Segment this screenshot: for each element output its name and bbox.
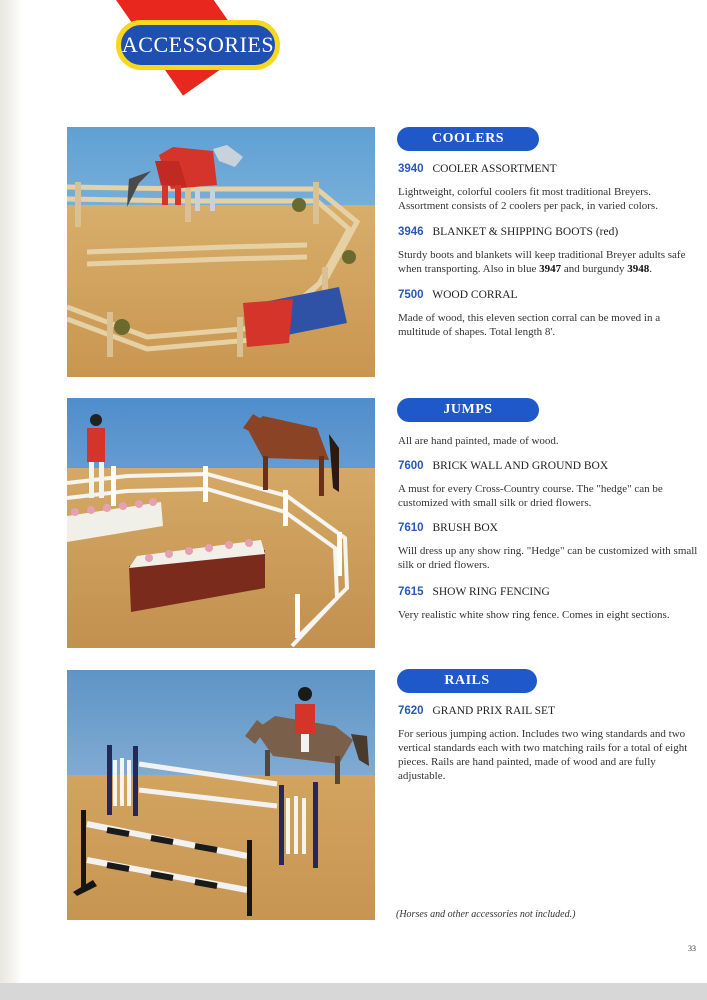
item-description: Made of wood, this eleven section corral can be moved in a multitude of shapes. Total length 8'. [398, 312, 661, 338]
item-heading [398, 163, 557, 175]
item-description: Will dress up any show ring. "Hedge" can be customized with small silk or dried flowers. [398, 545, 698, 571]
item-description: For serious jumping action. Includes two wing standards and two vertical standards each with two matching rails for a total of eight pieces. Rails are hand painted, made of wood and are fully adjustable. [398, 728, 688, 782]
item-code: 7610 [398, 522, 424, 534]
item-title: WOOD CORRAL [432, 289, 518, 301]
item-heading [398, 460, 608, 472]
scan-bottom-edge [0, 983, 707, 1000]
footnote: (Horses and other accessories not included.) [396, 909, 576, 920]
item-code: 7620 [398, 705, 424, 717]
description-text: . [649, 263, 653, 275]
item-description: Very realistic white show ring fence. Comes in eight sections. [398, 609, 670, 621]
description-text: and burgundy [561, 263, 628, 275]
item-code: 7600 [398, 460, 424, 472]
accessories-badge-label: ACCESSORIES [121, 32, 275, 57]
item-code: 3940 [398, 163, 424, 175]
item-title: SHOW RING FENCING [432, 586, 550, 598]
item-description [398, 248, 701, 276]
item-heading [398, 522, 498, 534]
jumps-intro: All are hand painted, made of wood. [398, 435, 559, 447]
item-heading [398, 289, 518, 301]
jumps-photo [67, 398, 375, 648]
alt-code-burgundy: 3948 [627, 263, 650, 275]
page-number: 33 [688, 944, 696, 953]
accessories-badge [116, 20, 280, 70]
rails-heading-label: RAILS [444, 673, 490, 688]
jumps-heading-label: JUMPS [443, 402, 493, 417]
jumps-heading [397, 398, 539, 422]
item-heading [398, 705, 555, 717]
item-title: BRICK WALL AND GROUND BOX [432, 460, 609, 472]
coolers-heading [397, 127, 539, 151]
item-code: 3946 [398, 226, 424, 238]
item-description: A must for every Cross-Country course. The "hedge" can be customized with small silk or dried flowers. [398, 483, 663, 509]
item-heading [398, 226, 618, 238]
item-code: 7500 [398, 289, 424, 301]
item-title: GRAND PRIX RAIL SET [432, 705, 556, 717]
rails-heading [397, 669, 537, 693]
description-text: Sturdy boots and blankets will keep traditional Breyer adults safe when transporting. Also in blue [398, 249, 686, 275]
item-heading [398, 586, 550, 598]
coolers-heading-label: COOLERS [432, 131, 504, 146]
coolers-photo [67, 127, 375, 377]
alt-code-blue: 3947 [539, 263, 562, 275]
item-title: COOLER ASSORTMENT [432, 163, 557, 175]
item-title: BRUSH BOX [432, 522, 498, 534]
item-title: BLANKET & SHIPPING BOOTS (red) [432, 226, 619, 238]
page-binding-edge [0, 0, 22, 1000]
item-code: 7615 [398, 586, 424, 598]
item-description: Lightweight, colorful coolers fit most traditional Breyers. Assortment consists of 2 coolers per pack, in varied colors. [398, 186, 658, 212]
rails-photo [67, 670, 375, 920]
